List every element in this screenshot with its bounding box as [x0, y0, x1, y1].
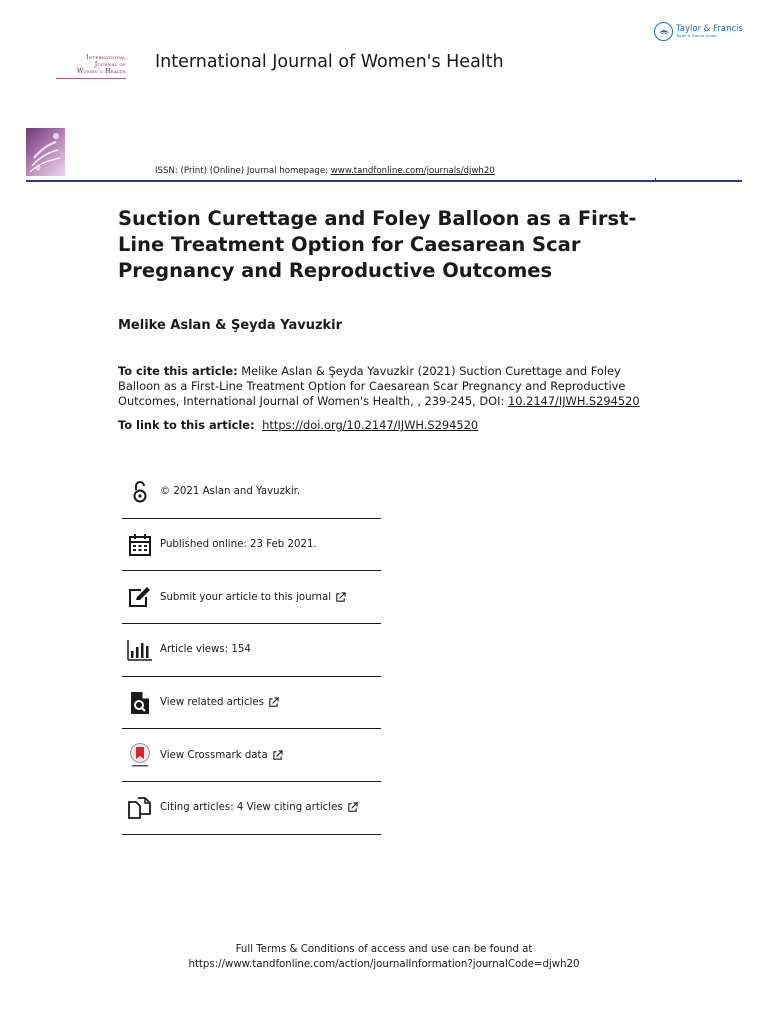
cover-line-1: International [86, 54, 126, 61]
cover-line-3: Women's Health [76, 68, 126, 75]
article-link-label: To link to this article: [118, 418, 255, 432]
published-date-text: Published online: 23 Feb 2021. [160, 539, 317, 551]
cover-rule [56, 78, 126, 80]
journal-cover-logo [56, 54, 126, 80]
issn-line [155, 166, 495, 176]
info-row-copyright [122, 466, 381, 519]
journal-homepage-link[interactable]: www.tandfonline.com/journals/djwh20 [330, 166, 495, 176]
external-link-icon [347, 802, 358, 813]
article-views-text: Article views: 154 [160, 644, 251, 656]
journal-title: International Journal of Women's Health [155, 52, 504, 72]
info-row-views [122, 624, 381, 677]
external-link-icon [268, 697, 279, 708]
info-row-published [122, 519, 381, 572]
article-doi-link[interactable]: https://doi.org/10.2147/IJWH.S294520 [262, 418, 479, 432]
crossmark-icon [126, 741, 154, 769]
copyright-text: © 2021 Aslan and Yavuzkir. [160, 486, 301, 498]
cover-line-2: Journal of [94, 61, 126, 68]
info-row-citing[interactable] [122, 782, 381, 835]
header-divider [26, 180, 742, 182]
info-row-related[interactable] [122, 677, 381, 730]
external-link-icon [335, 592, 346, 603]
related-search-icon [126, 689, 154, 717]
info-row-submit[interactable] [122, 571, 381, 624]
taylor-francis-logo-icon [654, 22, 673, 41]
info-row-crossmark[interactable] [122, 729, 381, 782]
article-info-list [122, 466, 381, 835]
journal-thumbnail-image [26, 128, 65, 176]
crossmark-data-link[interactable]: View Crossmark data [160, 749, 268, 761]
citation-block [118, 364, 658, 409]
edit-icon [126, 583, 154, 611]
citation-text: Melike Aslan & Şeyda Yavuzkir (2021) Suction Curettage and Foley Balloon as a First-Line Treatment Option for Caesarean Scar Pregnancy and Reproductive Outcomes, International Journal of Women's Health, , 239-245, DOI: [118, 364, 626, 408]
submit-article-link[interactable]: Submit your article to this journal [160, 591, 332, 603]
publisher-name: Taylor & Francis [676, 23, 743, 34]
article-authors: Melike Aslan & Şeyda Yavuzkir [118, 318, 343, 333]
issn-text: ISSN: (Print) (Online) Journal homepage: [155, 166, 329, 176]
bar-chart-icon [126, 636, 154, 664]
citing-articles-link[interactable]: Citing articles: 4 View citing articles [160, 802, 343, 814]
publisher-group: Taylor & Francis Group [676, 33, 717, 38]
terms-footer-link[interactable]: https://www.tandfonline.com/action/journalInformation?journalCode=djwh20 [188, 959, 580, 970]
citation-label: To cite this article: [118, 364, 238, 378]
publisher-logo[interactable] [654, 22, 743, 41]
citing-articles-icon [126, 794, 154, 822]
terms-footer-line-1: Full Terms & Conditions of access and use can be found at [235, 944, 533, 955]
calendar-icon [126, 531, 154, 559]
article-title: Suction Curettage and Foley Balloon as a First-Line Treatment Option for Caesarean Scar Pregnancy and Reproductive Outcomes [118, 207, 637, 282]
header-divider-tick [655, 178, 656, 182]
external-link-icon [272, 750, 283, 761]
open-access-icon [126, 478, 154, 506]
citation-doi-link[interactable]: 10.2147/IJWH.S294520 [507, 394, 640, 408]
article-link-block [118, 418, 478, 432]
related-articles-link[interactable]: View related articles [160, 697, 264, 709]
terms-footer [0, 942, 768, 972]
